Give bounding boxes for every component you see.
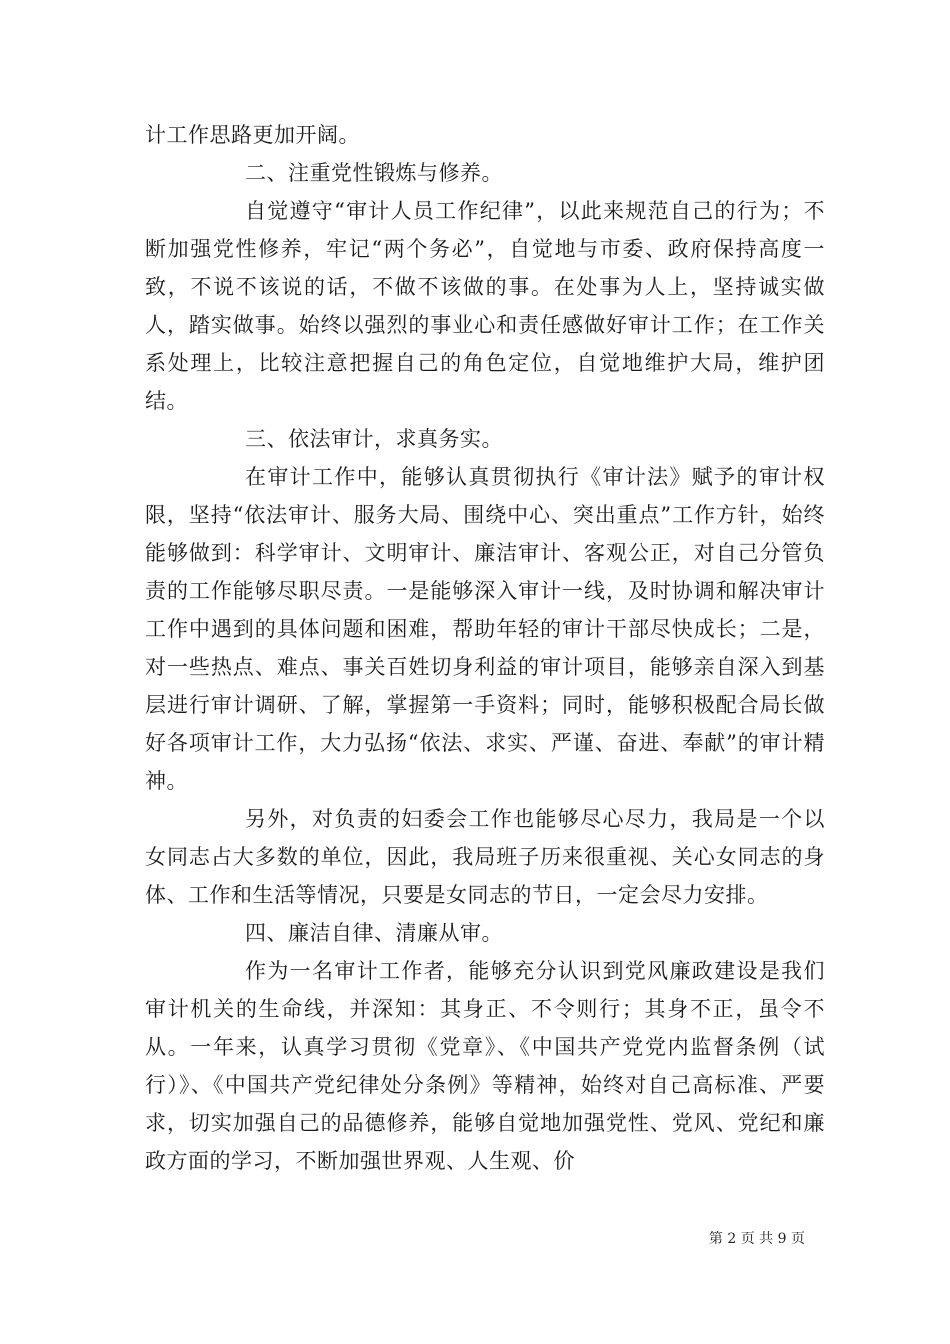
paragraph-lawful-audit: 在审计工作中，能够认真贯彻执行《审计法》赋予的审计权限，坚持“依法审计、服务大局、围绕中心、突出重点”工作方针，始终能够做到：科学审计、文明审计、廉洁审计、客观公正，对自己分管负责的工作能够尽职尽责。一是能够深入审计一线，及时协调和解决审计工作中遇到的具体问题和困难，帮助年轻的审计干部尽快成长；二是，对一些热点、难点、事关百姓切身利益的审计项目，能够亲自深入到基层进行审计调研、了解，掌握第一手资料；同时，能够积极配合局长做好各项审计工作，大力弘扬“依法、求实、严谨、奋进、奉献”的审计精神。 [145,465,825,793]
document-body [145,116,825,1180]
paragraph-integrity: 作为一名审计工作者，能够充分认识到党风廉政建设是我们审计机关的生命线，并深知：其身正、不令则行；其身不正，虽令不从。一年来，认真学习贯彻《党章》、《中国共产党党内监督条例（试行）》、《中国共产党纪律处分条例》等精神，始终对自己高标准、严要求，切实加强自己的品德修养，能够自觉地加强党性、党风、党纪和廉政方面的学习，不断加强世界观、人生观、价 [145,959,825,1173]
page-number-footer: 第 2 页 共 9 页 [708,1231,805,1247]
paragraph-women-committee: 另外，对负责的妇委会工作也能够尽心尽力，我局是一个以女同志占大多数的单位，因此，我局班子历来很重视、关心女同志的身体、工作和生活等情况，只要是女同志的节日，一定会尽力安排。 [145,807,825,907]
section-heading-2: 二、注重党性锻炼与修养。 [245,161,503,185]
paragraph-party-discipline: 自觉遵守“审计人员工作纪律”，以此来规范自己的行为；不断加强党性修养，牢记“两个务必”，自觉地与市委、政府保持高度一致，不说不该说的话，不做不该做的事。在处事为人上，坚持诚实做人，踏实做事。始终以强烈的事业心和责任感做好审计工作；在工作关系处理上，比较注意把握自己的角色定位，自觉地维护大局，维护团结。 [145,199,825,413]
section-heading-4: 四、廉洁自律、清廉从审。 [245,921,503,945]
section-heading-3: 三、依法审计，求真务实。 [245,427,503,451]
paragraph-continuation: 计工作思路更加开阔。 [145,123,360,147]
